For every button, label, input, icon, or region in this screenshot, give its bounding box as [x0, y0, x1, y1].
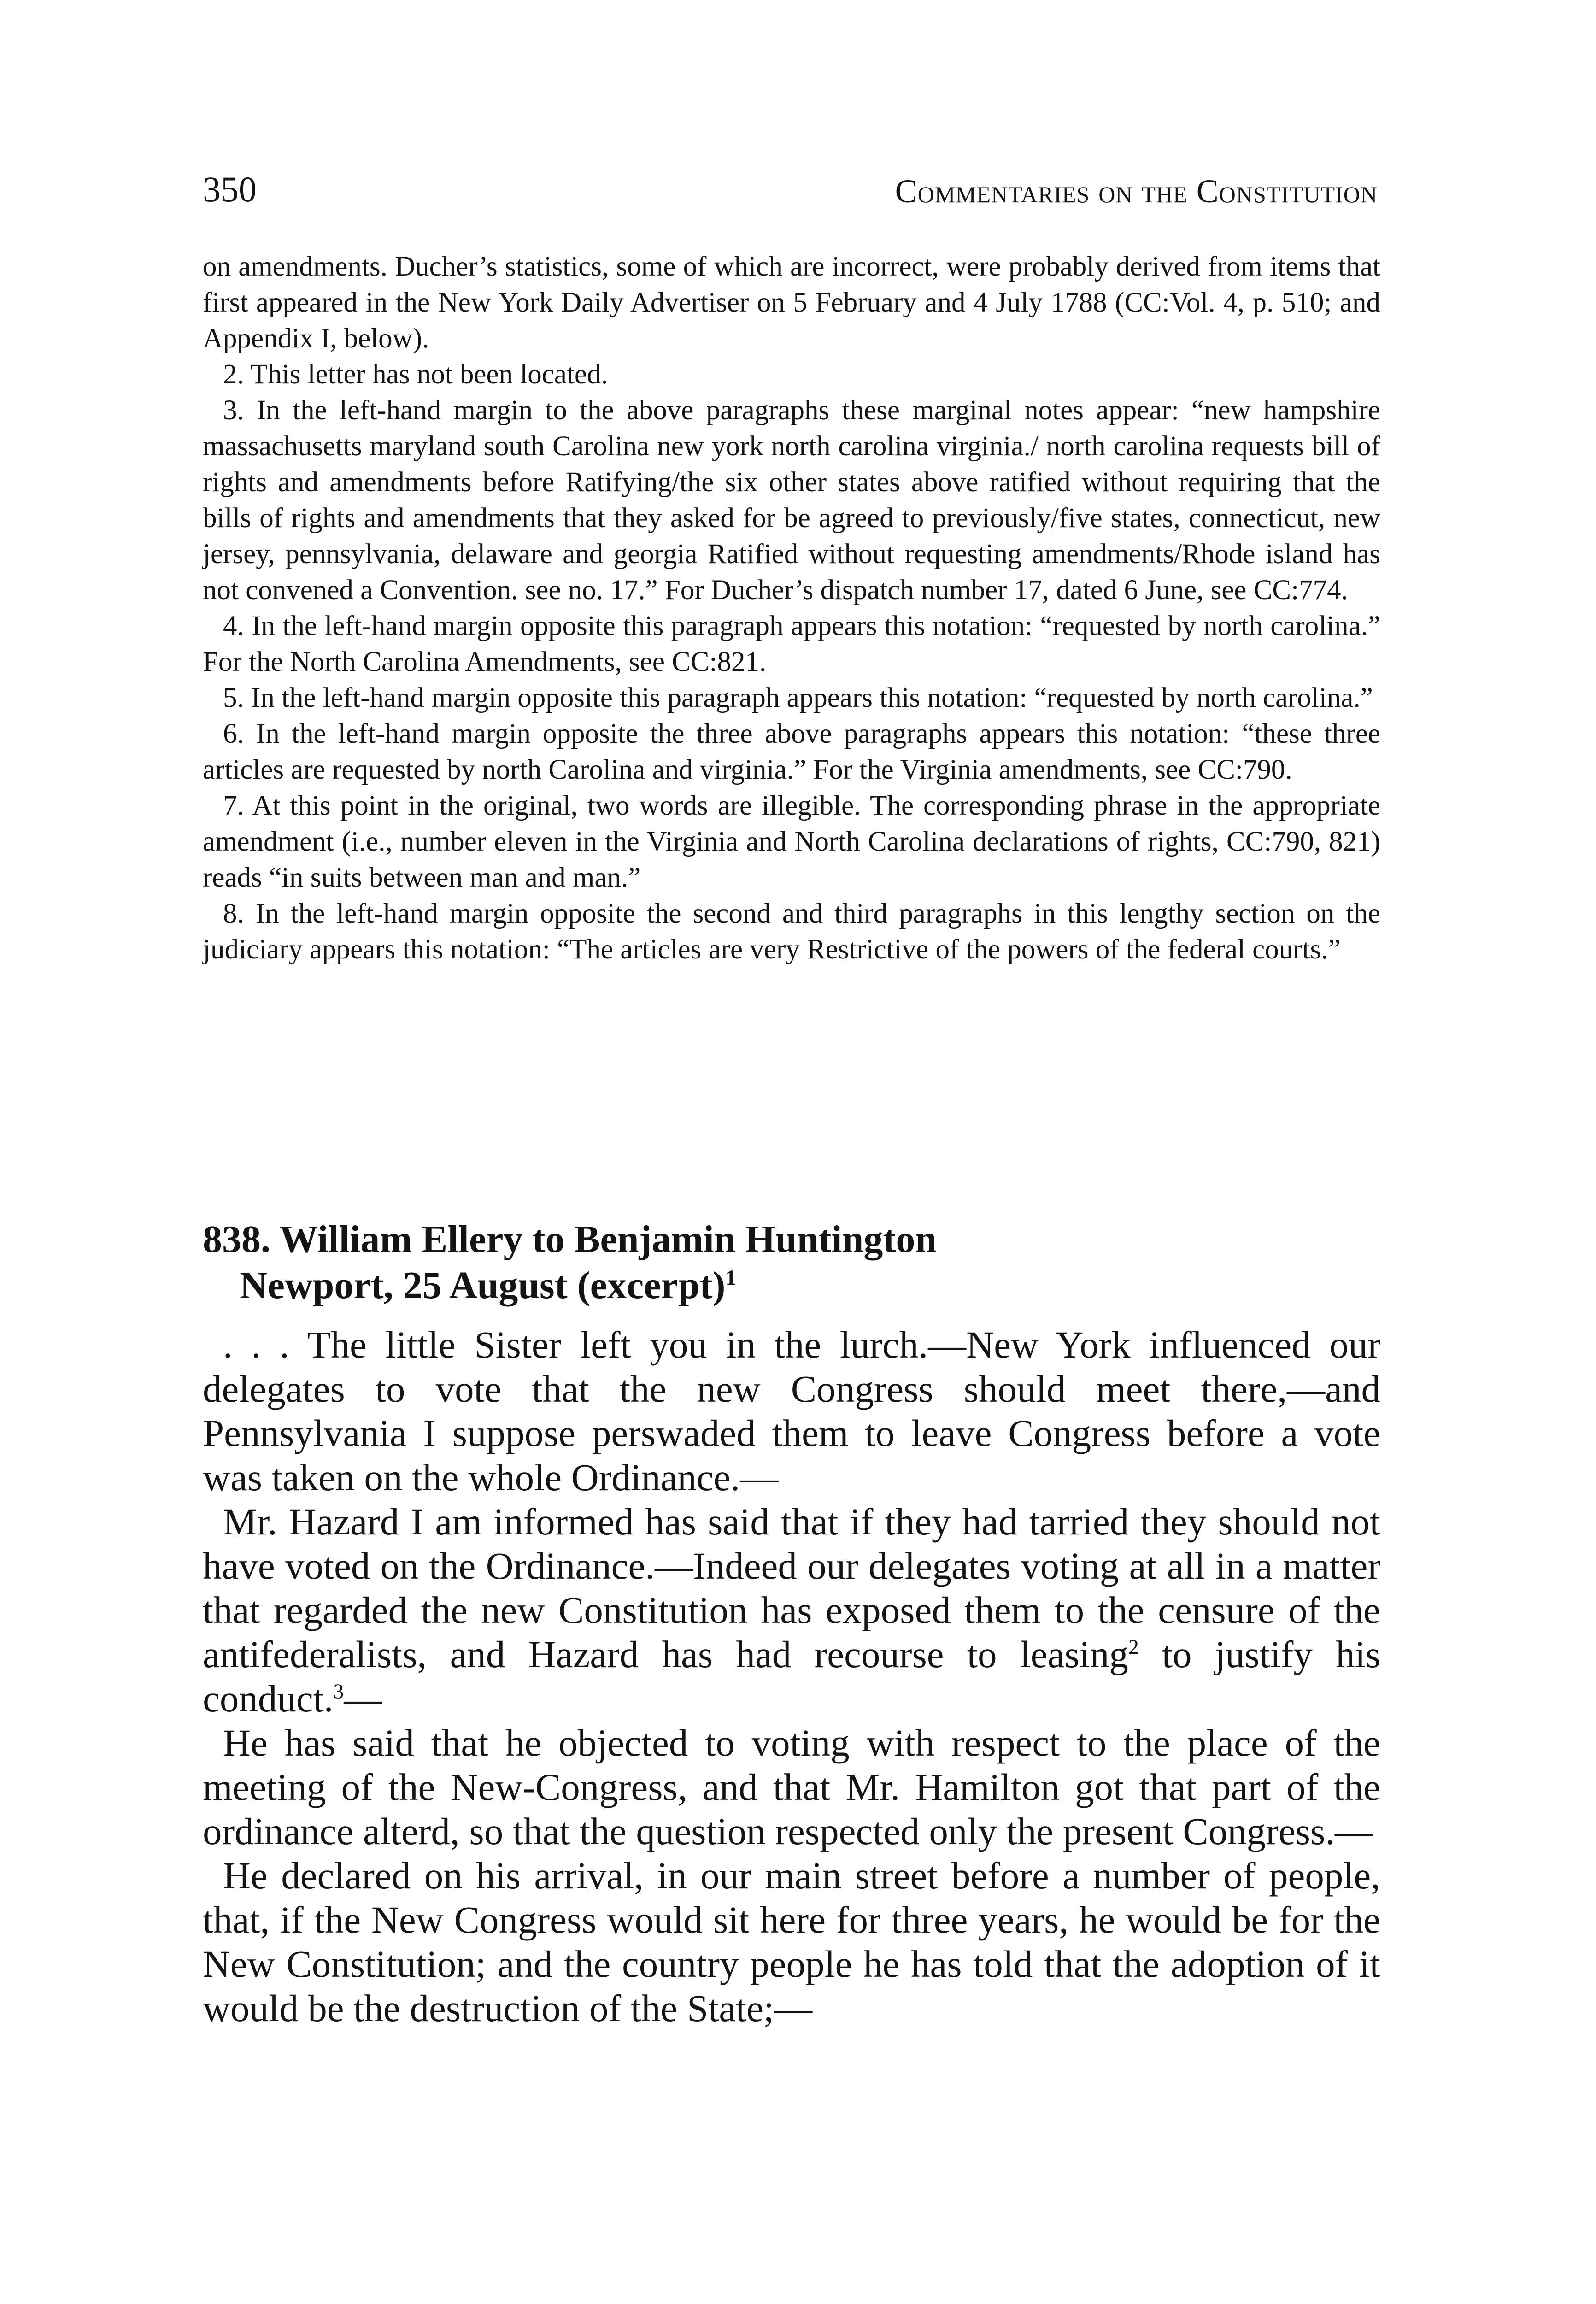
note-7: 7. At this point in the original, two words are illegible. The corresponding phrase in the appropriate amendment (i.e., number eleven in the Virginia and North Carolina declarations of rights, CC:790, 821) reads “in suits between man and man.” — [203, 790, 1380, 893]
note-3: 3. In the left-hand margin to the above paragraphs these marginal notes appear: “new hampshire massachusetts maryland south Carolina new york north carolina virginia./ north carolina requests bill of rights and amendments before Ratifying/the six other states above ratified without requiring that the bills of rights and amendments that they asked for be agreed to previously/five states, connecticut, new jersey, pennsylvania, delaware and georgia Ratified without requesting amendments/Rhode island has not convened a Convention. see no. 17.” For Ducher’s dispatch number 17, dated 6 June, see CC:774. — [203, 395, 1380, 605]
note-5: 5. In the left-hand margin opposite this paragraph appears this notation: “requested by north carolina.” — [223, 682, 1373, 713]
page-number: 350 — [203, 169, 257, 209]
paragraph-2-end: to justify his conduct. — [203, 1633, 1380, 1720]
footnote-ref-2: 2 — [1128, 1635, 1139, 1659]
note-8: 8. In the left-hand margin opposite the second and third paragraphs in this lengthy section on the judiciary appears this notation: “The articles are very Restrictive of the powers of the federal courts.” — [203, 898, 1380, 965]
letter-paragraph-1: . . . The little Sister left you in the lurch.—New York influenced our delegates to vote that the new Congress should meet there,—and Pennsylvania I suppose perswaded them to leave Congress before a vote was taken on the whole Ordinance.— — [203, 1323, 1380, 1499]
paragraph-2-text: Mr. Hazard I am informed has said that if they had tarried they should not have voted on the Ordinance.—Indeed our delegates voting at all in a matter that regarded the new Constitution has exposed them to the censure of the antifederalists, and Hazard has had recourse to leasing — [203, 1500, 1380, 1675]
note-2: 2. This letter has not been located. — [223, 359, 608, 390]
paragraph-2-dash: — — [344, 1677, 382, 1720]
letter-paragraph-3: He has said that he objected to voting with respect to the place of the meeting of the New-Congress, and that Mr. Hamilton got that part of the ordinance alterd, so that the question respected only the present Congress.— — [203, 1722, 1380, 1852]
letter-body — [203, 1322, 1380, 2030]
document-heading — [203, 1217, 937, 1309]
running-head: Commentaries on the Constitution — [895, 173, 1378, 210]
notes-section — [203, 249, 1380, 968]
note-6: 6. In the left-hand margin opposite the three above paragraphs appears this notation: “these three articles are requested by north Carolina and virginia.” For the Virginia amendments, see CC:790. — [203, 718, 1380, 785]
footnote-ref-1: 1 — [725, 1266, 736, 1289]
letter-paragraph-4: He declared on his arrival, in our main street before a number of people, that, if the New Congress would sit here for three years, he would be for the New Constitution; and the country people he has told that the adoption of it would be the destruction of the State;— — [203, 1854, 1380, 2029]
footnote-ref-3: 3 — [333, 1679, 344, 1703]
document-heading-place-date — [203, 1263, 937, 1309]
document-heading-title: 838. William Ellery to Benjamin Huntington — [203, 1218, 937, 1261]
place-date-text: Newport, 25 August (excerpt) — [240, 1264, 726, 1307]
note-4: 4. In the left-hand margin opposite this paragraph appears this notation: “requested by north carolina.” For the North Carolina Amendments, see CC:821. — [203, 611, 1380, 677]
letter-paragraph-2 — [203, 1499, 1380, 1721]
note-continuation: on amendments. Ducher’s statistics, some of which are incorrect, were probably derived from items that first appeared in the New York Daily Advertiser on 5 February and 4 July 1788 (CC:Vol. 4, p. 510; and Appendix I, below). — [203, 251, 1380, 354]
